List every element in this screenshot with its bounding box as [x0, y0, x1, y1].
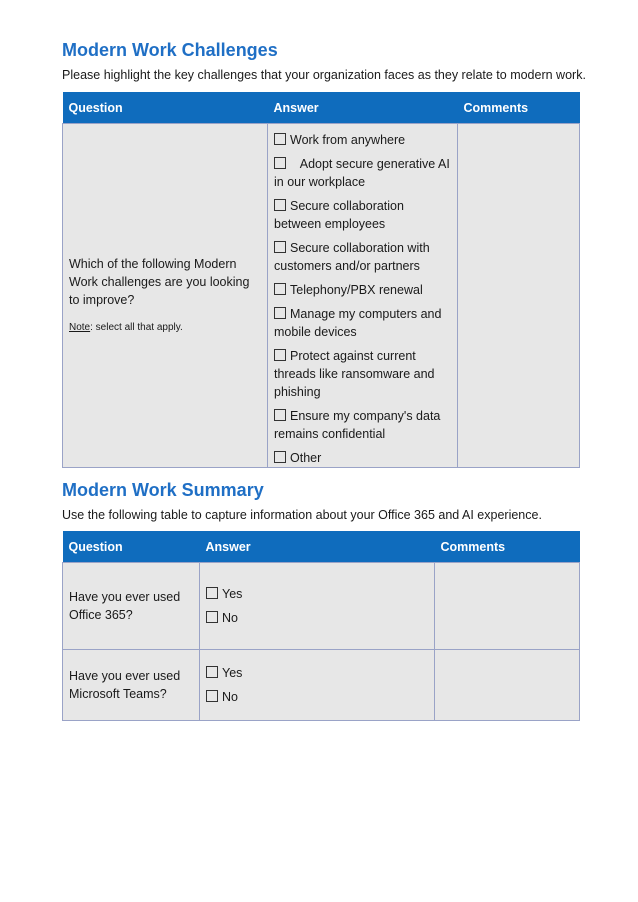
option-manage-devices[interactable]: Manage my computers and mobile devices [274, 307, 442, 339]
checkbox-icon[interactable] [274, 157, 286, 169]
table-header-row [63, 531, 580, 563]
checkbox-icon[interactable] [274, 307, 286, 319]
table-row [63, 124, 580, 468]
checkbox-icon[interactable] [206, 611, 218, 623]
option-teams-no[interactable]: No [206, 688, 428, 706]
note-text: : select all that apply. [90, 321, 183, 333]
section-title-summary: Modern Work Summary [62, 480, 264, 500]
table-row [63, 563, 580, 650]
header-question: Question [63, 92, 268, 124]
section-intro-summary: Use the following table to capture information about your Office 365 and AI experience. [62, 508, 542, 522]
option-protect-threats[interactable]: Protect against current threads like ransomware and phishing [274, 349, 435, 399]
header-answer: Answer [268, 92, 458, 124]
checkbox-icon[interactable] [274, 133, 286, 145]
checkbox-icon[interactable] [274, 241, 286, 253]
option-office365-no[interactable]: No [206, 609, 428, 627]
checkbox-icon[interactable] [206, 690, 218, 702]
comments-cell-office365[interactable] [435, 563, 580, 650]
option-data-confidential[interactable]: Ensure my company's data remains confidential [274, 409, 441, 441]
answer-cell-teams [200, 650, 435, 721]
checkbox-icon[interactable] [274, 409, 286, 421]
header-answer: Answer [200, 531, 435, 563]
option-other[interactable]: Other [274, 449, 451, 467]
table-row [63, 650, 580, 721]
option-teams-yes[interactable]: Yes [206, 664, 428, 682]
header-comments: Comments [435, 531, 580, 563]
summary-table [62, 531, 580, 721]
checkbox-icon[interactable] [274, 451, 286, 463]
table-header-row [63, 92, 580, 124]
question-cell-office365: Have you ever used Office 365? [63, 563, 200, 650]
option-office365-yes[interactable]: Yes [206, 585, 428, 603]
comments-cell[interactable] [458, 124, 580, 468]
checkbox-icon[interactable] [274, 199, 286, 211]
checkbox-icon[interactable] [206, 587, 218, 599]
question-cell-teams: Have you ever used Microsoft Teams? [63, 650, 200, 721]
section-intro-challenges: Please highlight the key challenges that your organization faces as they relate to modern work. [62, 68, 586, 82]
option-work-from-anywhere[interactable]: Work from anywhere [274, 131, 451, 149]
option-collab-partners[interactable]: Secure collaboration with customers and/or partners [274, 241, 430, 273]
option-collab-employees[interactable]: Secure collaboration between employees [274, 199, 404, 231]
checkbox-icon[interactable] [274, 349, 286, 361]
note-label: Note [69, 321, 91, 333]
header-comments: Comments [458, 92, 580, 124]
note [69, 319, 261, 337]
checkbox-icon[interactable] [274, 283, 286, 295]
checkbox-icon[interactable] [206, 666, 218, 678]
section-title-challenges: Modern Work Challenges [62, 40, 278, 60]
challenges-table [62, 92, 580, 468]
question-cell [63, 124, 268, 468]
answer-cell [268, 124, 458, 468]
option-secure-generative-ai[interactable]: Adopt secure generative AI in our workplace [274, 157, 454, 189]
answer-cell-office365 [200, 563, 435, 650]
question-text: Which of the following Modern Work challenges are you looking to improve? [69, 256, 250, 307]
header-question: Question [63, 531, 200, 563]
option-telephony[interactable]: Telephony/PBX renewal [274, 281, 451, 299]
comments-cell-teams[interactable] [435, 650, 580, 721]
